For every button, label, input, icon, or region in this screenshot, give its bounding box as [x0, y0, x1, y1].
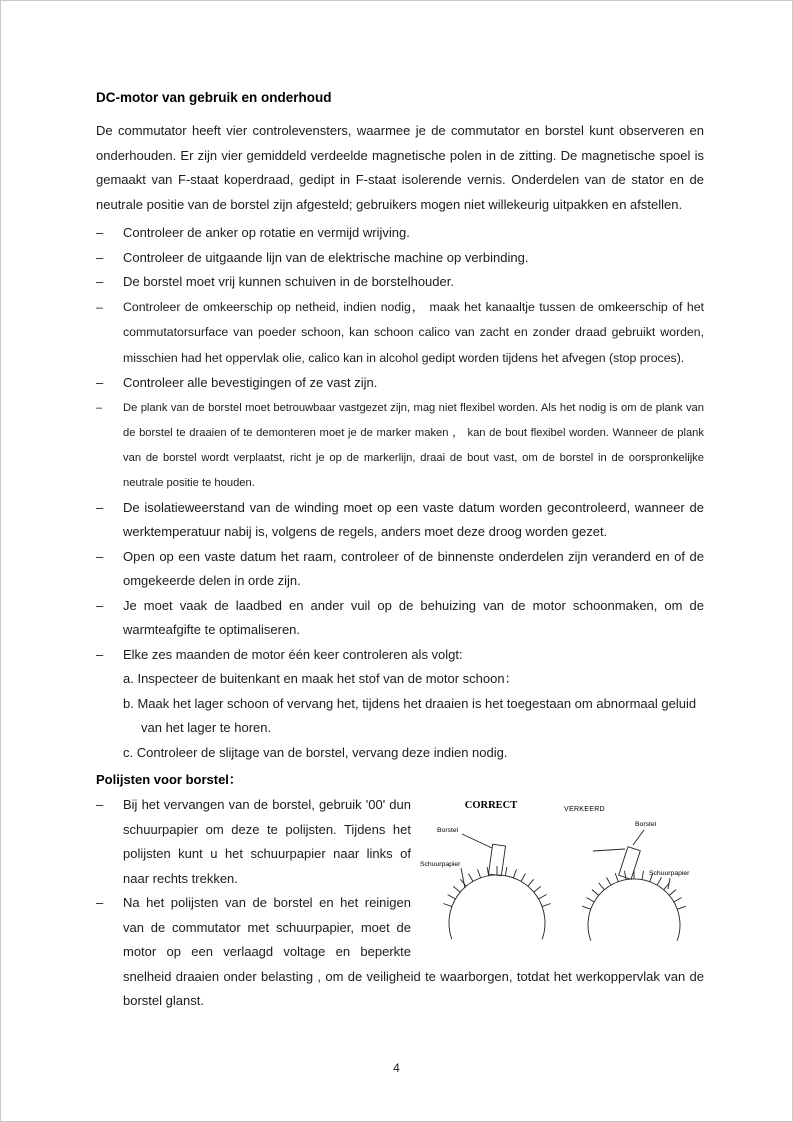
bullet-text: Bij het vervangen van de borstel, gebruik '00' dun schuurpapier om deze te polijsten. Tijdens het polijsten kunt u het schuurpapier naar links of naar rechts trekken. [123, 797, 411, 886]
bullet-text: Controleer de uitgaande lijn van de elektrische machine op verbinding. [123, 249, 529, 265]
sandpaper-label: Schuurpapier [649, 870, 690, 877]
sandpaper-label: Schuurpapier [420, 861, 461, 868]
bullet-text: Controleer alle bevestigingen of ze vast zijn. [123, 375, 378, 390]
bullet-item [96, 396, 704, 496]
bullet-marker: – [96, 797, 104, 812]
bullet-item [96, 295, 704, 372]
figure-wrong-title: VERKEERD [564, 806, 605, 813]
bullet-text: De plank van de borstel moet betrouwbaar vastgezet zijn, mag niet flexibel worden. Als het nodig is om de plank van de borstel te draaien of te demonteren moet je de marker maken ， kan de bout flexibel worden. Wanneer de plank van de borstel wordt verplaatst, richt je op de markerlijn, draai de bout vast, om de borstel in de oorspronkelijke neutrale positie te houden. [123, 401, 704, 489]
bullet-item [96, 371, 704, 396]
bullet-item [96, 594, 704, 643]
page-number: 4 [393, 1061, 400, 1075]
bullet-marker: – [96, 646, 104, 662]
figure-correct-title: CORRECT [464, 800, 518, 811]
bullet-marker: – [96, 249, 104, 265]
bullet-item [96, 545, 704, 594]
intro-paragraph: De commutator heeft vier controlevensters, waarmee je de commutator en borstel kunt observeren en onderhouden. Er zijn vier gemiddeld verdeelde magnetische polen in de zitting. De magnetische spoel is gemaakt van F-staat koperdraad, gedipt in F-staat isolerende vernis. Onderdelen van de stator en de neutrale positie van de borstel zijn afgesteld; gebruikers mogen niet willekeurig uitpakken en afstellen. [96, 123, 704, 212]
brush-label: Borstel [635, 821, 657, 828]
bullet-item [96, 643, 704, 668]
bullet-marker: – [96, 597, 104, 613]
bullet-text: Na het polijsten van de borstel en het reinigen van de commutator met schuurpapier, moet de motor op een verlaagd voltage en beperkte snelheid draaien onder belasting , om de veiligheid te waarborgen, totdat het werkoppervlak van de borstel glanst. [123, 895, 704, 1008]
sub-item-b: b. Maak het lager schoon of vervang het, tijdens het draaien is het toegestaan om abnormaal geluid van het lager te horen. [123, 695, 697, 735]
sub-item-c: c. Controleer de slijtage van de borstel, vervang deze indien nodig. [123, 744, 508, 760]
bullet-text: De borstel moet vrij kunnen schuiven in de borstelhouder. [123, 274, 454, 289]
bullet-marker: – [96, 499, 104, 515]
page-title: DC-motor van gebruik en onderhoud [96, 90, 332, 105]
polish-heading: Polijsten voor borstel： [96, 772, 242, 787]
polish-section [96, 793, 704, 1014]
bullet-item [96, 270, 704, 295]
bullet-text: Open op een vaste datum het raam, controleer of de binnenste onderdelen zijn veranderd en of de omgekeerde delen in orde zijn. [123, 548, 704, 588]
bullet-item [96, 793, 704, 891]
bullet-text: Je moet vaak de laadbed en ander vuil op de behuizing van de motor schoonmaken, om de warmteafgifte te optimaliseren. [123, 597, 704, 637]
bullet-text: De isolatieweerstand van de winding moet op een vaste datum worden gecontroleerd, wanneer de werktemperatuur nabij is, volgens de regels, anders moet deze droog worden gezet. [123, 499, 704, 539]
bullet-marker: – [96, 895, 104, 910]
bullet-item [96, 246, 704, 271]
bullet-item [96, 891, 704, 1014]
bullet-marker: – [96, 299, 103, 314]
bullet-text: Controleer de anker op rotatie en vermijd wrijving. [123, 225, 410, 240]
bullet-marker: – [96, 401, 103, 414]
bullet-marker: – [96, 548, 104, 564]
sub-item-a: a. Inspecteer de buitenkant en maak het stof van de motor schoon： [123, 671, 518, 686]
brush-label: Borstel [437, 827, 459, 834]
bullet-marker: – [96, 375, 104, 390]
bullet-item [96, 496, 704, 545]
bullet-text: Elke zes maanden de motor één keer controleren als volgt: [123, 646, 463, 662]
bullet-text: Controleer de omkeerschip op netheid, indien nodig， maak het kanaaltje tussen de omkeerschip of het commutatorsurface van poeder schoon, kan schoon calico van zacht en zonder draad gebruikt worden, misschien had het oppervlak olie, calico kan in alcohol gedipt worden tijdens het afvegen (stop proces). [123, 299, 704, 365]
bullet-marker: – [96, 225, 104, 240]
bullet-marker: – [96, 274, 104, 289]
bullet-item [96, 221, 704, 246]
page-content [96, 89, 704, 1014]
